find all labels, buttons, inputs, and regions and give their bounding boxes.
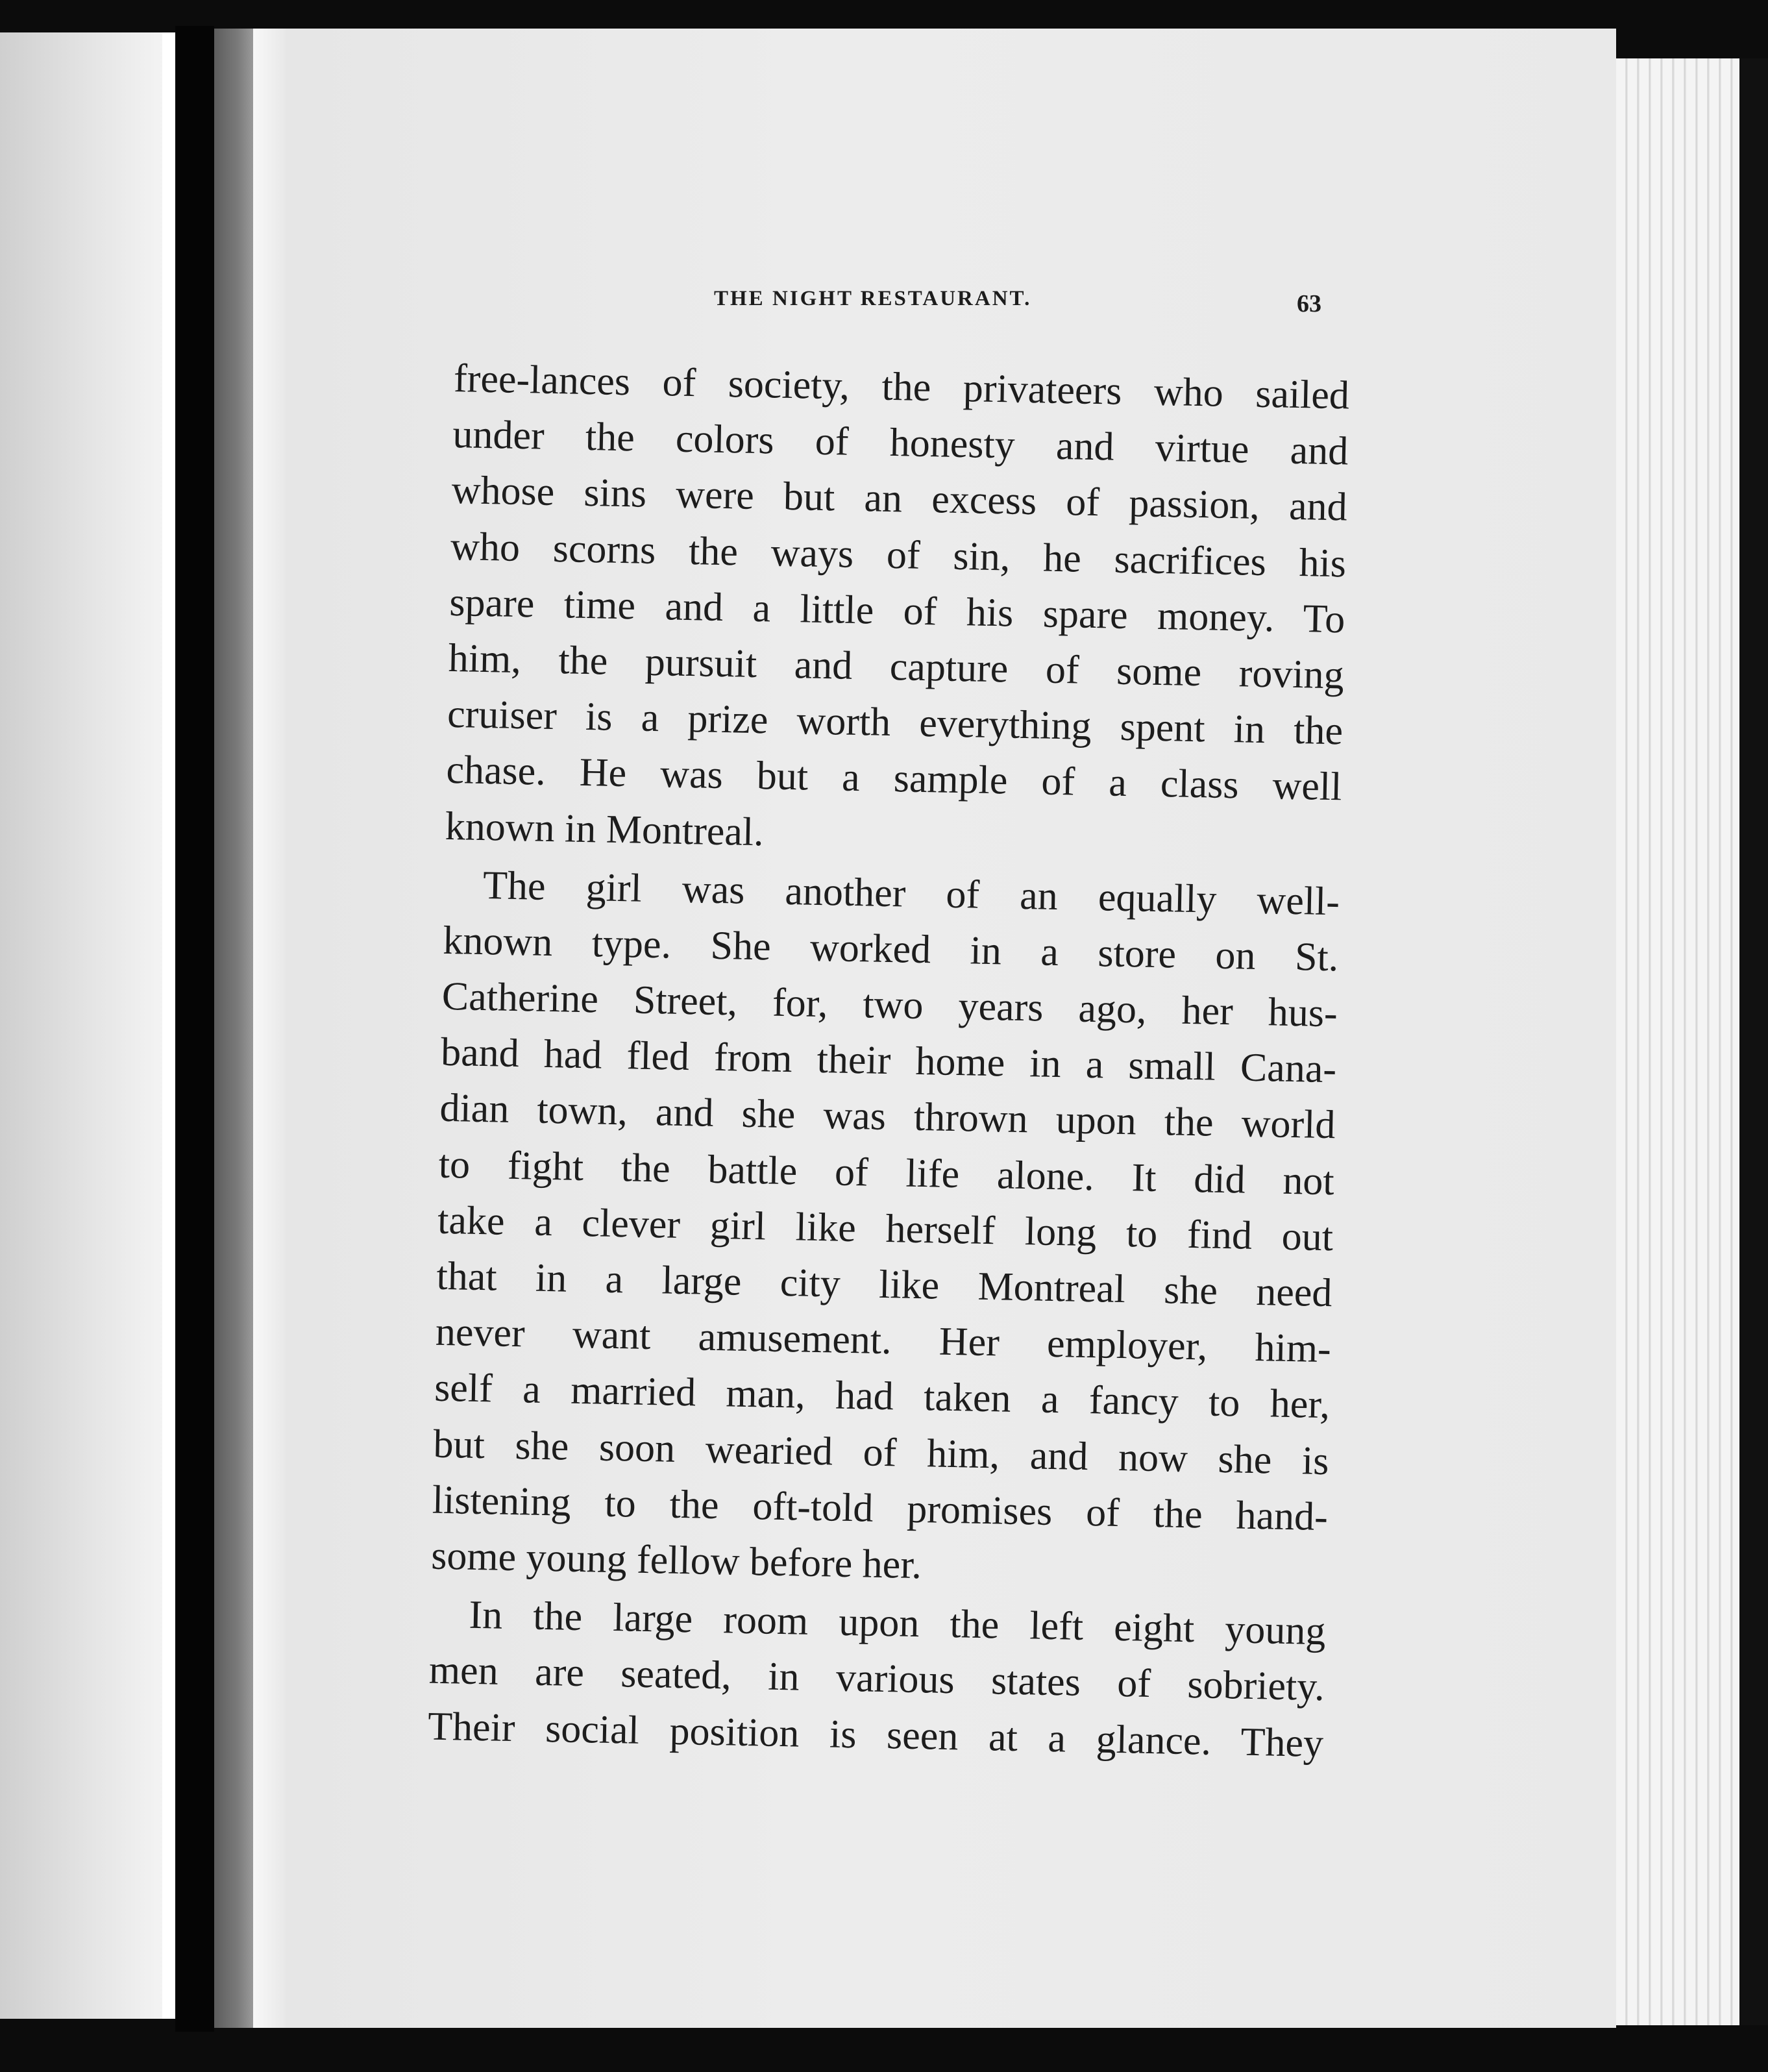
- text-line: him, the pursuit and capture of some roving: [448, 635, 1345, 698]
- text-line: some young fellow before her.: [430, 1533, 922, 1588]
- running-header: THE NIGHT RESTAURANT.: [714, 287, 1032, 310]
- text-line: chase. He was but a sample of a class well: [445, 748, 1342, 809]
- text-line: Catherine Street, for, two years ago, her hus-: [441, 974, 1338, 1036]
- text-line: to fight the battle of life alone. It did not: [438, 1142, 1335, 1203]
- page-binding-highlight: [253, 29, 286, 2028]
- text-line: self a married man, had taken a fancy to her,: [434, 1366, 1331, 1427]
- text-line: that in a large city like Montreal she need: [436, 1253, 1333, 1316]
- text-line: The girl was another of an equally well-: [482, 863, 1340, 924]
- text-line: free-lances of society, the privateers who sailed: [453, 356, 1350, 418]
- text-line: known type. She worked in a store on St.: [442, 918, 1339, 980]
- book-gutter: [175, 26, 214, 2032]
- text-line: men are seated, in various states of sobriety.: [428, 1647, 1325, 1710]
- text-line: dian town, and she was thrown upon the world: [439, 1086, 1336, 1148]
- paragraph: [427, 1586, 1326, 1771]
- paragraph: [431, 857, 1340, 1601]
- text-line: cruiser is a prize worth everything spent in the: [447, 692, 1344, 754]
- page-number: 63: [1297, 290, 1321, 317]
- text-line: but she soon wearied of him, and now she is: [433, 1422, 1330, 1483]
- text-line: band had fled from their home in a small Cana-: [440, 1030, 1337, 1092]
- left-page-margin: [0, 32, 162, 2019]
- text-line: In the large room upon the left eight young: [468, 1592, 1327, 1654]
- left-page-edge: [162, 32, 175, 2019]
- text-line: under the colors of honesty and virtue and: [452, 412, 1349, 474]
- body-text: [427, 351, 1349, 1771]
- text-line: whose sins were but an excess of passion, and: [451, 468, 1348, 530]
- book-fore-edge-shadow: [1739, 58, 1768, 2025]
- book-fore-edge: [1616, 58, 1739, 2025]
- page-binding-shadow: [214, 29, 253, 2028]
- text-line: Their social position is seen at a glance. They: [427, 1704, 1324, 1766]
- text-line: listening to the oft-told promises of the hand-: [432, 1477, 1329, 1539]
- text-line: never want amusement. Her employer, him-: [435, 1309, 1332, 1372]
- text-line: spare time and a little of his spare money. To: [448, 580, 1345, 642]
- text-line: who scorns the ways of sin, he sacrifices his: [450, 524, 1347, 586]
- text-line: take a clever girl like herself long to find out: [437, 1198, 1334, 1260]
- paragraph: [445, 351, 1350, 871]
- text-line: known in Montreal.: [445, 804, 765, 854]
